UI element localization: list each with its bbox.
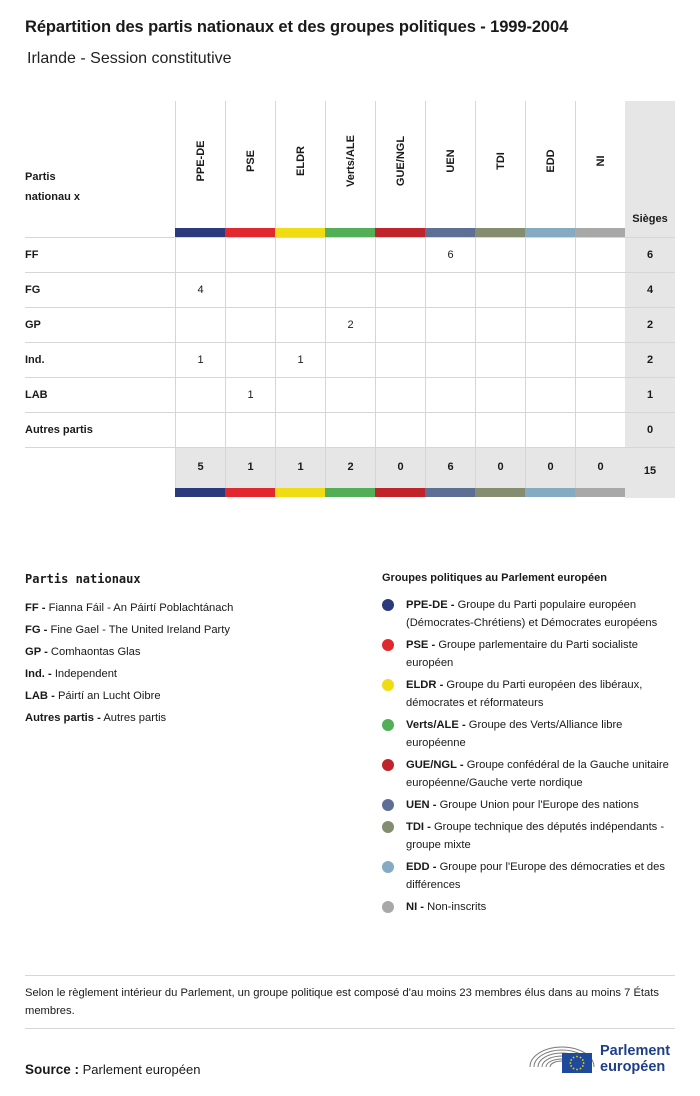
group-code-label: PPE-DE (194, 140, 207, 182)
party-column-header: Partis nationau x (25, 171, 81, 203)
party-legend-item (25, 619, 355, 641)
seat-cell: 1 (225, 378, 275, 412)
table-row (25, 272, 675, 307)
party-label: FG (25, 284, 41, 296)
table-row (25, 307, 675, 342)
group-name: Non-inscrits (427, 901, 487, 913)
seat-cell (525, 238, 575, 272)
seat-cell (375, 413, 425, 447)
group-color-dot (382, 799, 394, 811)
group-abbr: EDD - (406, 861, 437, 873)
party-abbr: GP - (25, 646, 48, 658)
party-label: Ind. (25, 354, 45, 366)
group-color-bar-bottom (225, 488, 275, 497)
group-color-bar (475, 228, 525, 237)
row-total: 4 (646, 284, 654, 296)
group-name: Groupe parlementaire du Parti socialiste européen (406, 639, 638, 669)
group-abbr: TDI - (406, 821, 431, 833)
group-code-label: GUE/NGL (394, 135, 407, 187)
party-label: FF (25, 249, 39, 261)
group-color-bar-bottom (175, 488, 225, 497)
party-legend-item (25, 685, 355, 707)
seat-cell (475, 413, 525, 447)
group-color-bar-bottom (325, 488, 375, 497)
seat-cell (525, 378, 575, 412)
group-color-dot (382, 821, 394, 833)
group-column-header (475, 101, 525, 228)
group-name: Groupe du Parti populaire européen (Démocrates-Chrétiens) et Démocrates européens (406, 599, 658, 629)
seat-cell: 2 (325, 308, 375, 342)
party-name: Independent (54, 668, 118, 680)
group-color-bar (325, 228, 375, 237)
party-abbr: Autres partis - (25, 712, 101, 724)
seat-cell (575, 273, 625, 307)
source-line (25, 1062, 200, 1077)
seat-cell (325, 343, 375, 377)
row-total: 2 (646, 319, 654, 331)
group-legend-item (382, 796, 682, 814)
totals-row (25, 447, 675, 488)
national-parties-legend-title: Partis nationaux (25, 572, 141, 586)
party-name: Autres partis (103, 712, 167, 724)
table-row (25, 377, 675, 412)
seat-cell (575, 238, 625, 272)
seat-cell (375, 308, 425, 342)
page-title: Répartition des partis nationaux et des groupes politiques - 1999-2004 (25, 18, 569, 36)
table-row (25, 237, 675, 272)
group-code-label: EDD (544, 149, 557, 173)
seat-cell: 1 (175, 343, 225, 377)
seat-cell (225, 308, 275, 342)
row-total: 0 (646, 424, 654, 436)
group-total: 0 (475, 448, 525, 488)
seat-cell (575, 413, 625, 447)
divider (25, 1028, 675, 1029)
group-name: Groupe confédéral de la Gauche unitaire européenne/Gauche verte nordique (406, 759, 669, 789)
seat-cell (175, 308, 225, 342)
seat-cell (425, 308, 475, 342)
logo-line-1: Parlement (600, 1043, 671, 1059)
seat-cell (525, 343, 575, 377)
seat-cell (225, 413, 275, 447)
party-abbr: LAB - (25, 690, 55, 702)
group-color-bar-bottom (475, 488, 525, 497)
group-legend-item (382, 756, 682, 792)
seat-cell (475, 308, 525, 342)
group-abbr: NI - (406, 901, 425, 913)
group-code-label: TDI (494, 152, 507, 170)
party-name: Fianna Fáil - An Páirtí Poblachtánach (48, 602, 234, 614)
group-total: 0 (375, 448, 425, 488)
groups-legend-title: Groupes politiques au Parlement européen (382, 572, 607, 584)
seat-cell (475, 378, 525, 412)
party-abbr: Ind. - (25, 668, 52, 680)
seat-cell (375, 273, 425, 307)
grand-total: 15 (625, 448, 675, 498)
source-label: Source : (25, 1062, 80, 1077)
seat-cell: 4 (175, 273, 225, 307)
group-abbr: PPE-DE - (406, 599, 455, 611)
group-legend-item (382, 636, 682, 672)
seat-cell (175, 378, 225, 412)
rules-note: Selon le règlement intérieur du Parlement, un groupe politique est composé d'au moins 23 membres élus dans au moins 7 États membres. (25, 987, 659, 1017)
seat-cell (275, 413, 325, 447)
group-color-dot (382, 679, 394, 691)
group-legend-item (382, 898, 682, 916)
group-column-header (175, 101, 225, 228)
seat-cell (425, 378, 475, 412)
group-code-label: UEN (444, 149, 457, 173)
group-total: 1 (275, 448, 325, 488)
group-column-header (375, 101, 425, 228)
sieges-column-header: Sièges (632, 213, 668, 225)
group-color-dot (382, 719, 394, 731)
seat-cell (525, 308, 575, 342)
seat-cell (575, 378, 625, 412)
party-label: LAB (25, 389, 48, 401)
group-color-dot (382, 759, 394, 771)
seat-cell (425, 413, 475, 447)
group-code-label: NI (594, 155, 607, 167)
party-name: Páirtí an Lucht Oibre (57, 690, 161, 702)
party-legend-item (25, 597, 355, 619)
seat-cell (475, 343, 525, 377)
row-total: 2 (646, 354, 654, 366)
seat-cell (425, 273, 475, 307)
group-color-bar (525, 228, 575, 237)
group-color-dot (382, 901, 394, 913)
page-subtitle: Irlande - Session constitutive (27, 50, 232, 67)
group-color-bar (425, 228, 475, 237)
national-parties-legend (25, 597, 355, 729)
seat-cell (475, 273, 525, 307)
party-name: Comhaontas Glas (50, 646, 141, 658)
seat-cell (425, 343, 475, 377)
seat-cell (325, 413, 375, 447)
group-color-bar (575, 228, 625, 237)
group-color-bar (225, 228, 275, 237)
groups-legend (382, 596, 682, 920)
seat-cell (575, 343, 625, 377)
group-total: 1 (225, 448, 275, 488)
group-color-bar-bottom (375, 488, 425, 497)
seat-cell (375, 378, 425, 412)
group-legend-item (382, 818, 682, 854)
group-total: 0 (575, 448, 625, 488)
seat-cell (525, 413, 575, 447)
group-abbr: ELDR - (406, 679, 444, 691)
group-total: 2 (325, 448, 375, 488)
divider (25, 975, 675, 976)
group-abbr: UEN - (406, 799, 437, 811)
party-abbr: FG - (25, 624, 48, 636)
seat-cell (225, 238, 275, 272)
logo-line-2: européen (600, 1059, 666, 1075)
source-value: Parlement européen (82, 1062, 201, 1077)
group-legend-item (382, 858, 682, 894)
group-color-bar (375, 228, 425, 237)
seat-cell (325, 273, 375, 307)
seat-cell (175, 413, 225, 447)
seat-cell (525, 273, 575, 307)
party-legend-item (25, 641, 355, 663)
party-legend-item (25, 663, 355, 685)
group-code-label: PSE (244, 149, 257, 173)
group-abbr: PSE - (406, 639, 436, 651)
group-total: 6 (425, 448, 475, 488)
seat-cell (225, 343, 275, 377)
group-column-header (325, 101, 375, 228)
seat-cell (375, 238, 425, 272)
party-legend-item (25, 707, 355, 729)
seat-cell (575, 308, 625, 342)
seat-cell: 6 (425, 238, 475, 272)
party-name: Fine Gael - The United Ireland Party (50, 624, 230, 636)
seat-cell: 1 (275, 343, 325, 377)
distribution-table (25, 101, 675, 498)
group-color-bar-bottom (275, 488, 325, 497)
party-label: GP (25, 319, 41, 331)
parliament-logo (528, 1037, 678, 1077)
group-name: Groupe des Verts/Alliance libre européenne (406, 719, 623, 749)
group-legend-item (382, 676, 682, 712)
group-column-header (525, 101, 575, 228)
group-total: 0 (525, 448, 575, 488)
parliament-hemicycle-icon (528, 1037, 598, 1077)
group-legend-item (382, 716, 682, 752)
group-color-dot (382, 639, 394, 651)
group-name: Groupe du Parti européen des libéraux, démocrates et réformateurs (406, 679, 643, 709)
group-code-label: Verts/ALE (344, 135, 357, 187)
seat-cell (175, 238, 225, 272)
group-color-bar-bottom (425, 488, 475, 497)
group-code-label: ELDR (294, 146, 307, 176)
group-column-header (425, 101, 475, 228)
table-row (25, 412, 675, 447)
seat-cell (275, 378, 325, 412)
seat-cell (475, 238, 525, 272)
seat-cell (275, 273, 325, 307)
group-color-dot (382, 599, 394, 611)
group-total: 5 (175, 448, 225, 488)
group-color-bar-bottom (525, 488, 575, 497)
group-color-bar (275, 228, 325, 237)
group-name: Groupe pour l'Europe des démocraties et des différences (406, 861, 665, 891)
group-legend-item (382, 596, 682, 632)
group-color-bar (175, 228, 225, 237)
group-name: Groupe Union pour l'Europe des nations (439, 799, 639, 811)
group-column-header (225, 101, 275, 228)
group-abbr: Verts/ALE - (406, 719, 466, 731)
seat-cell (225, 273, 275, 307)
seat-cell (275, 308, 325, 342)
group-abbr: GUE/NGL - (406, 759, 464, 771)
row-total: 1 (646, 389, 654, 401)
group-name: Groupe technique des députés indépendants - groupe mixte (406, 821, 665, 851)
group-column-header (275, 101, 325, 228)
logo-text (600, 1043, 670, 1075)
party-label: Autres partis (25, 424, 93, 436)
party-abbr: FF - (25, 602, 46, 614)
seat-cell (325, 378, 375, 412)
seat-cell (275, 238, 325, 272)
seat-cell (325, 238, 375, 272)
row-total: 6 (646, 249, 654, 261)
table-row (25, 342, 675, 377)
group-color-bar-bottom (575, 488, 625, 497)
group-column-header (575, 101, 625, 228)
seat-cell (375, 343, 425, 377)
group-color-dot (382, 861, 394, 873)
